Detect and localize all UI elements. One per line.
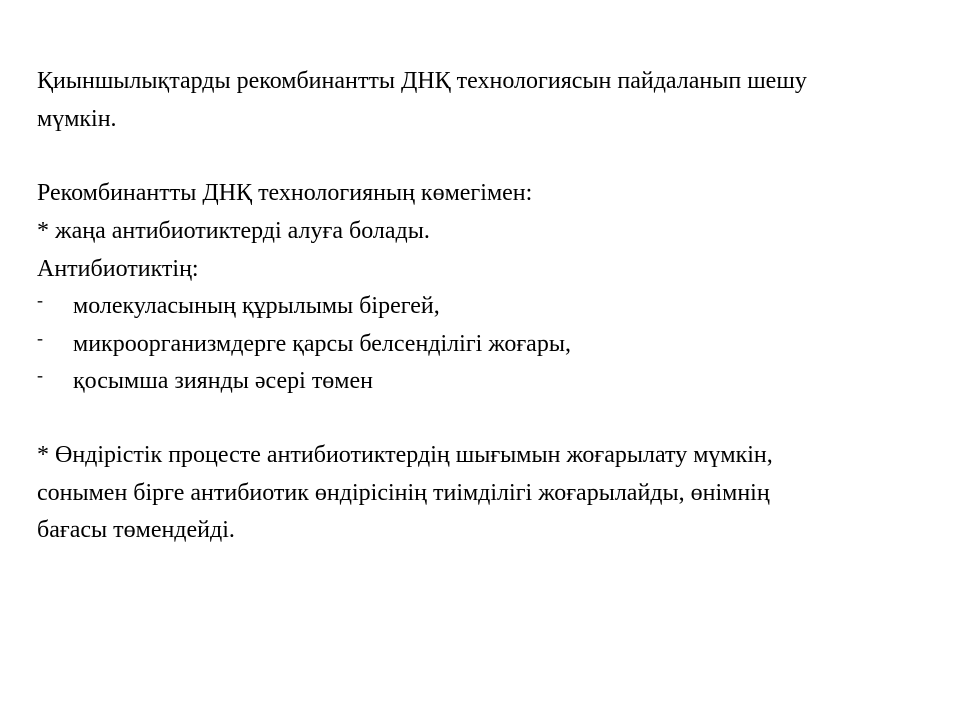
list-item-text: микроорганизмдерге қарсы белсенділігі жоғары, bbox=[73, 331, 571, 357]
intro-line-1: Қиыншылықтарды рекомбинантты ДНҚ технологиясын пайдаланып шешу bbox=[37, 68, 807, 94]
list-item-text: молекуласының құрылымы бірегей, bbox=[73, 293, 440, 319]
bullet-marker: - bbox=[37, 365, 43, 385]
production-line-3: бағасы төмендейді. bbox=[37, 517, 235, 543]
section-heading: Рекомбинантты ДНҚ технологияның көмегімен: bbox=[37, 180, 533, 206]
bullet-marker: - bbox=[37, 290, 43, 310]
intro-line-2: мүмкін. bbox=[37, 106, 117, 132]
production-line-1: * Өндірістік процесте антибиотиктердің шығымын жоғарылату мүмкін, bbox=[37, 442, 773, 468]
bullet-marker: - bbox=[37, 328, 43, 348]
list-item-text: қосымша зиянды әсері төмен bbox=[73, 368, 373, 394]
antibiotic-subheading: Антибиотиктің: bbox=[37, 256, 199, 282]
antibiotics-point: * жаңа антибиотиктерді алуға болады. bbox=[37, 218, 430, 244]
production-line-2: сонымен бірге антибиотик өндірісінің тиімділігі жоғарылайды, өнімнің bbox=[37, 480, 770, 506]
